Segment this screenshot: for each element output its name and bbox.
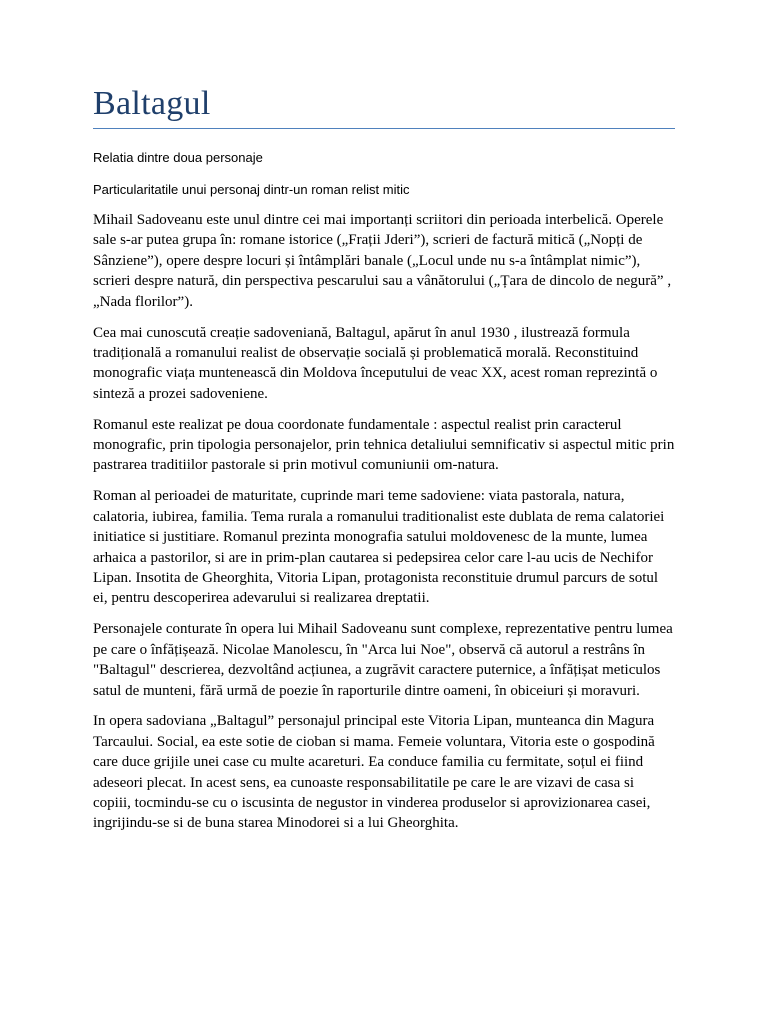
- paragraph: Roman al perioadei de maturitate, cuprinde mari teme sadoviene: viata pastorala, natura, calatoria, iubirea, familia. Tema rurala a romanului traditionalist este dublata de rema calatoriei initiatice si justitiare. Romanul prezinta monografia satului moldovenesc de la munte, lumea arhaica a pastorilor, si are in prim-plan cautarea si pedepsirea celor care l-au ucis de Nechifor Lipan. Insotita de Gheorghita, Vitoria Lipan, protagonista reconstituie drumul parcurs de sotul ei, pentru descoperirea adevarului si realizarea dreptatii.: [93, 488, 665, 607]
- paragraph: In opera sadoviana „Baltagul” personajul principal este Vitoria Lipan, munteanca din Magura Tarcaului. Social, ea este sotie de cioban si mama. Femeie voluntara, Vitoria este o gospodină care duce grijile unei case cu multe acareturi. Ea conduce familia cu fermitate, soțul ei fiind adeseori plecat. In acest sens, ea cunoaste responsabilitatile pe care le are vizavi de casa si copiii, tocmindu-se cu o iscusinta de negustor in vinderea produselor si aprovizionarea casei, ingrijindu-se si de buna starea Minodorei si a lui Gheorghita.: [93, 713, 655, 832]
- subtitle-particularities: Particularitatile unui personaj dintr-un roman relist mitic: [93, 182, 410, 197]
- paragraph: Cea mai cunoscută creație sadoveniană, Baltagul, apărut în anul 1930 , ilustrează formula tradițională a romanului realist de observație socială și problematică morală. Reconstituind monografic viața muntenească din Moldova începutului de veac XX, acest roman reprezintă o sinteză a prozei sadoveniene.: [93, 324, 658, 402]
- paragraph: Romanul este realizat pe doua coordonate fundamentale : aspectul realist prin caracterul monografic, prin tipologia personajelor, prin tehnica detaliului semnificativ si aspectul mitic prin pastrarea traditiilor pastorale si prin motivul comuniunii om-natura.: [93, 416, 675, 474]
- document-body: [93, 210, 675, 844]
- paragraph: Personajele conturate în opera lui Mihail Sadoveanu sunt complexe, reprezentative pentru lumea pe care o înfățișează. Nicolae Manolescu, în "Arca lui Noe", observă că autorul a restrâns în "Baltagul" descrierea, dezvoltând acțiunea, a zugrăvit caractere puternice, a înfățișat meticulos satul de munteni, fără urmă de poezie în raporturile dintre oameni, în obiceiuri și moravuri.: [93, 621, 673, 699]
- paragraph: Mihail Sadoveanu este unul dintre cei mai importanți scriitori din perioada interbelică. Operele sale s-ar putea grupa în: romane istorice („Frații Jderi”), scrieri de factură mitică („Nopți de Sânziene”), opere despre locuri și întâmplări banale („Locul unde nu s-a întâmplat nimic”), scrieri despre natură, din perspectiva pescarului sau a vânătorului („Țara de dincolo de negură” , „Nada florilor”).: [93, 212, 672, 310]
- subtitle-relation: Relatia dintre doua personaje: [93, 150, 263, 165]
- document-title: Baltagul: [93, 85, 211, 122]
- title-divider: [93, 128, 675, 129]
